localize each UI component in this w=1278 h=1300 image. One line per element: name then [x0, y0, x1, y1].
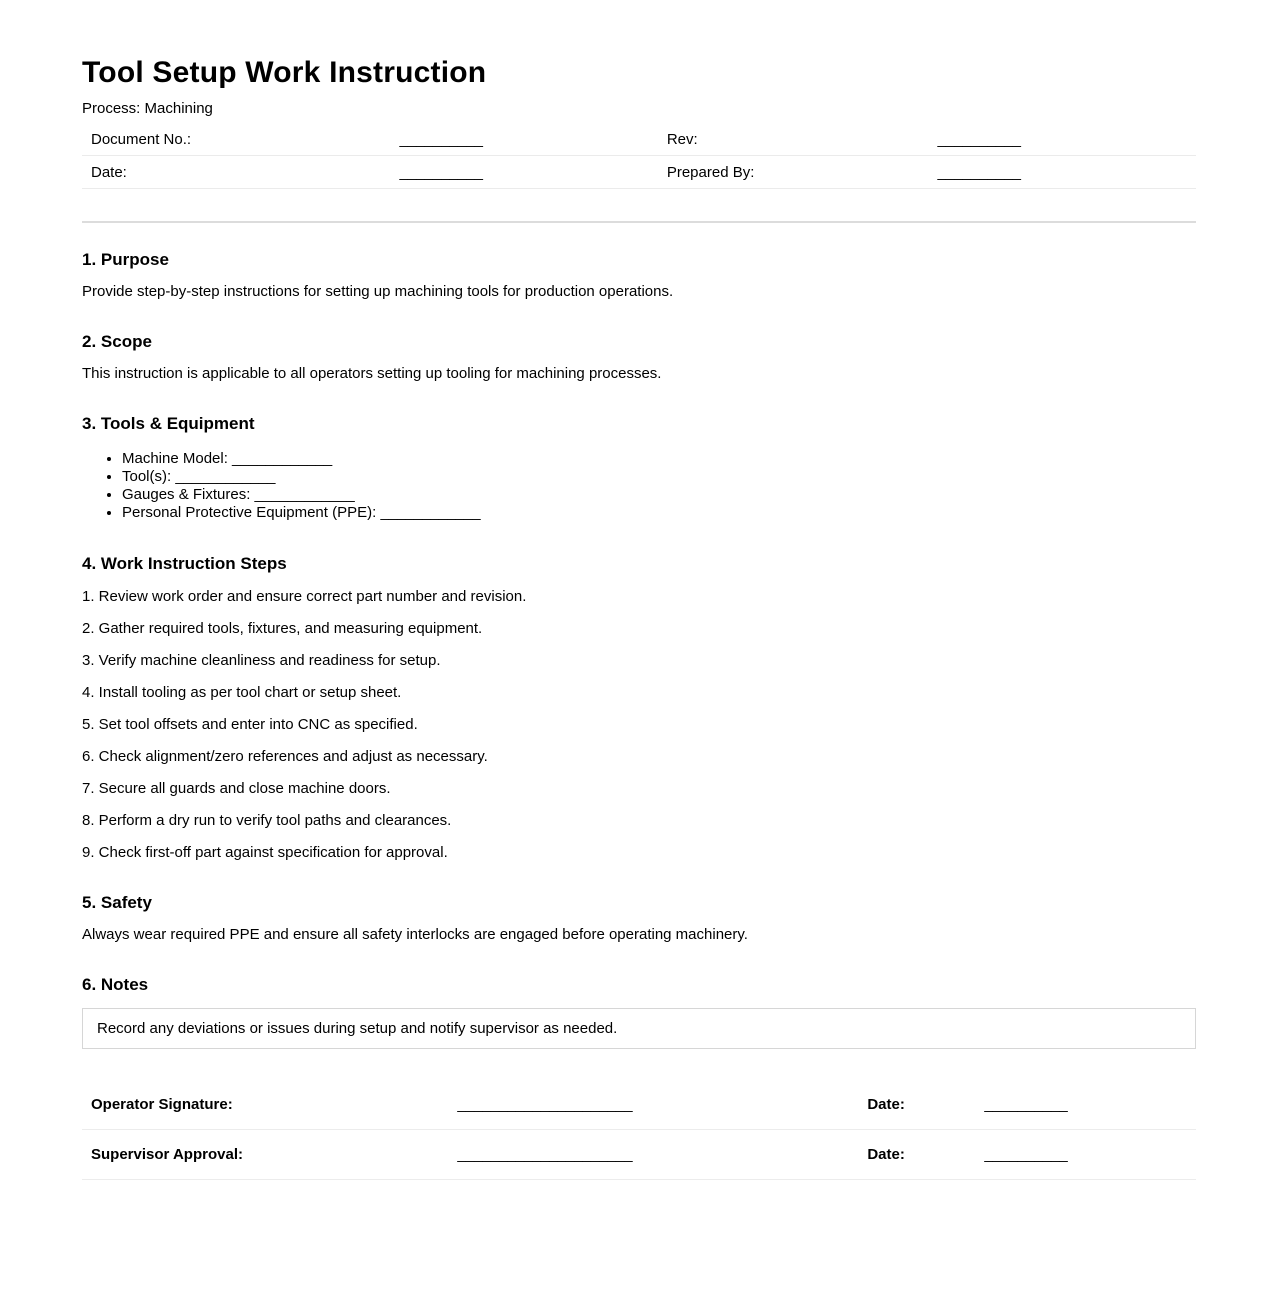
- safety-text: Always wear required PPE and ensure all safety interlocks are engaged before operating machinery.: [82, 926, 748, 943]
- section-heading-scope: 2. Scope: [82, 332, 152, 351]
- work-instruction-step: 5. Set tool offsets and enter into CNC as specified.: [82, 716, 418, 733]
- document-no-label: Document No.:: [82, 123, 399, 156]
- section-heading-tools-equipment: 3. Tools & Equipment: [82, 414, 255, 433]
- signature-table: [82, 1080, 1196, 1180]
- equipment-list-item-tools: • Tool(s): ____________: [122, 468, 1196, 486]
- document-page: [82, 0, 1196, 1180]
- document-no-blank: __________: [399, 131, 483, 148]
- supervisor-date-label: Date:: [867, 1130, 984, 1180]
- work-instruction-step: 7. Secure all guards and close machine doors.: [82, 780, 391, 797]
- purpose-text: Provide step-by-step instructions for setting up machining tools for production operations.: [82, 283, 674, 300]
- document-info-row: [82, 123, 1196, 156]
- section-heading-safety: 5. Safety: [82, 893, 152, 912]
- section-heading-notes: 6. Notes: [82, 975, 149, 994]
- operator-date-line: __________: [984, 1096, 1068, 1113]
- document-info-row: [82, 156, 1196, 189]
- work-instruction-step: 9. Check first-off part against specification for approval.: [82, 844, 448, 861]
- notes-box: Record any deviations or issues during setup and notify supervisor as needed.: [82, 1008, 1196, 1049]
- supervisor-approval-label: Supervisor Approval:: [82, 1130, 457, 1180]
- section-heading-work-instruction-steps: 4. Work Instruction Steps: [82, 554, 287, 573]
- equipment-list: [82, 450, 1196, 522]
- supervisor-date-line: __________: [984, 1146, 1068, 1163]
- prepared-by-label: Prepared By:: [667, 156, 938, 189]
- work-instruction-steps: [82, 588, 1196, 861]
- work-instruction-step: 2. Gather required tools, fixtures, and measuring equipment.: [82, 620, 483, 637]
- scope-text: This instruction is applicable to all operators setting up tooling for machining processes.: [82, 365, 662, 382]
- operator-signature-label: Operator Signature:: [82, 1080, 457, 1130]
- equipment-list-item-gauges-fixtures: • Gauges & Fixtures: ____________: [122, 486, 1196, 504]
- work-instruction-step: 3. Verify machine cleanliness and readiness for setup.: [82, 652, 441, 669]
- operator-date-label: Date:: [867, 1080, 984, 1130]
- rev-blank: __________: [937, 131, 1021, 148]
- operator-signature-row: [82, 1080, 1196, 1130]
- supervisor-signature-line: _____________________: [457, 1146, 633, 1163]
- section-heading-purpose: 1. Purpose: [82, 250, 169, 269]
- work-instruction-step: 1. Review work order and ensure correct part number and revision.: [82, 588, 527, 605]
- page-title: Tool Setup Work Instruction: [82, 56, 487, 89]
- process-subtitle: Process: Machining: [82, 100, 213, 117]
- equipment-list-item-machine-model: • Machine Model: ____________: [122, 450, 1196, 468]
- work-instruction-step: 6. Check alignment/zero references and adjust as necessary.: [82, 748, 488, 765]
- operator-signature-line: _____________________: [457, 1096, 633, 1113]
- work-instruction-step: 4. Install tooling as per tool chart or setup sheet.: [82, 684, 402, 701]
- rev-label: Rev:: [667, 123, 938, 156]
- work-instruction-step: 8. Perform a dry run to verify tool paths and clearances.: [82, 812, 452, 829]
- equipment-list-item-ppe: • Personal Protective Equipment (PPE): ____________: [122, 504, 1196, 522]
- prepared-by-blank: __________: [937, 164, 1021, 181]
- date-label: Date:: [82, 156, 399, 189]
- date-blank: __________: [399, 164, 483, 181]
- header-divider: [82, 221, 1196, 223]
- document-info-table: [82, 123, 1196, 189]
- supervisor-approval-row: [82, 1130, 1196, 1180]
